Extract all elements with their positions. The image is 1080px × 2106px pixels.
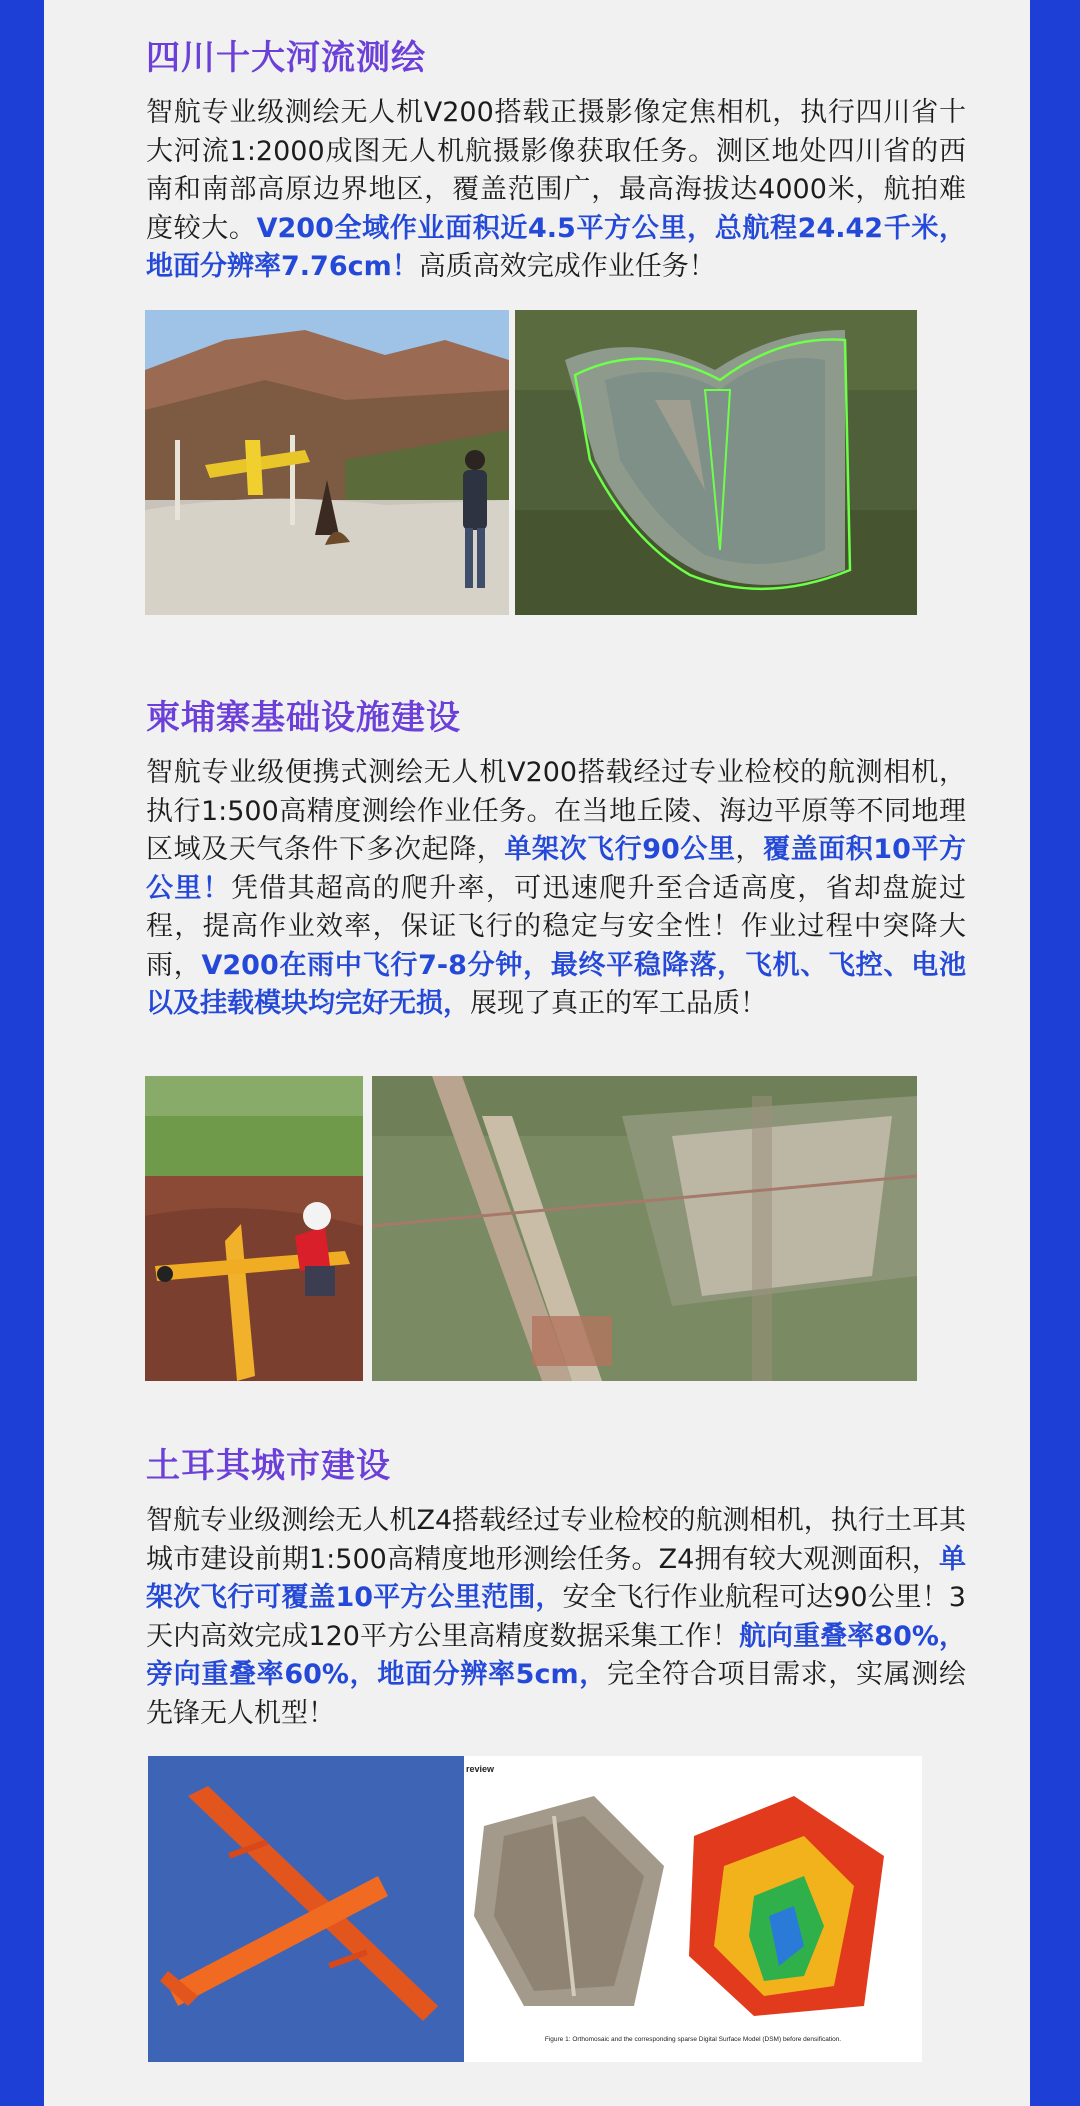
section-title: 柬埔寨基础设施建设 [146, 698, 461, 738]
section-body [146, 94, 966, 287]
figure-caption: Figure 1: Orthomosaic and the corresponding sparse Digital Surface Model (DSM) before densification. [544, 2036, 842, 2043]
section-cambodia-infrastructure [146, 696, 966, 1024]
body-text: 安全飞行作业航程可达90公里！3天内高效完成120平方公里高精度数据采集工作！ [146, 1582, 966, 1652]
body-text: 智航专业级测绘无人机Z4搭载经过专业检校的航测相机，执行土耳其城市建设前期1:500高精度地形测绘任务。Z4拥有较大观测面积， [146, 1505, 966, 1575]
section-sichuan-rivers [146, 36, 966, 287]
photo-drone-assembly [145, 1076, 363, 1381]
figure-preview-label: review [466, 1764, 495, 1774]
highlight-text: 航向重叠率80%，旁向重叠率60%，地面分辨率5cm， [146, 1620, 966, 1690]
body-text: 凭借其超高的爬升率，可迅速爬升至合适高度，省却盘旋过程，提高作业效率，保证飞行的稳定与安全性！作业过程中突降大雨， [146, 872, 967, 981]
photo-drone-on-mountain [145, 310, 509, 615]
section-title: 四川十大河流测绘 [146, 38, 426, 78]
figure-orthomosaic-dsm [464, 1756, 922, 2062]
highlight-text: 覆盖面积10平方公里！ [146, 834, 967, 904]
body-text: 高质高效完成作业任务！ [418, 251, 716, 282]
highlight-text: V200全域作业面积近4.5平方公里，总航程24.42千米，地面分辨率7.76cm！ [146, 212, 966, 282]
body-text: 智航专业级便携式测绘无人机V200搭载经过专业检校的航测相机，执行1:500高精度测绘作业任务。在当地丘陵、海边平原等不同地理区域及天气条件下多次起降， [146, 757, 966, 865]
highlight-text: 单架次飞行90公里 [504, 834, 736, 865]
photo-z4-drone-flight [148, 1756, 464, 2062]
section-title: 土耳其城市建设 [146, 1446, 391, 1486]
section-body [146, 1502, 966, 1733]
body-text: 智航专业级测绘无人机V200搭载正摄影像定焦相机，执行四川省十大河流1:2000成图无人机航摄影像获取任务。测区地处四川省的西南和南部高原边界地区，覆盖范围广，最高海拔达4000米，航拍难度较大。 [146, 97, 966, 244]
section-body [146, 754, 966, 1024]
body-text: ， [735, 834, 764, 865]
body-text: 完全符合项目需求，实属测绘先锋无人机型！ [146, 1659, 967, 1729]
photo-cambodia-orthomosaic [372, 1076, 917, 1381]
body-text: 展现了真正的军工品质！ [470, 988, 767, 1019]
photo-river-survey-map [515, 310, 917, 615]
highlight-text: 单架次飞行可覆盖10平方公里范围， [146, 1543, 966, 1613]
section-turkey-urban [146, 1444, 966, 1733]
highlight-text: V200在雨中飞行7-8分钟，最终平稳降落，飞机、飞控、电池以及挂载模块均完好无损， [146, 949, 966, 1019]
